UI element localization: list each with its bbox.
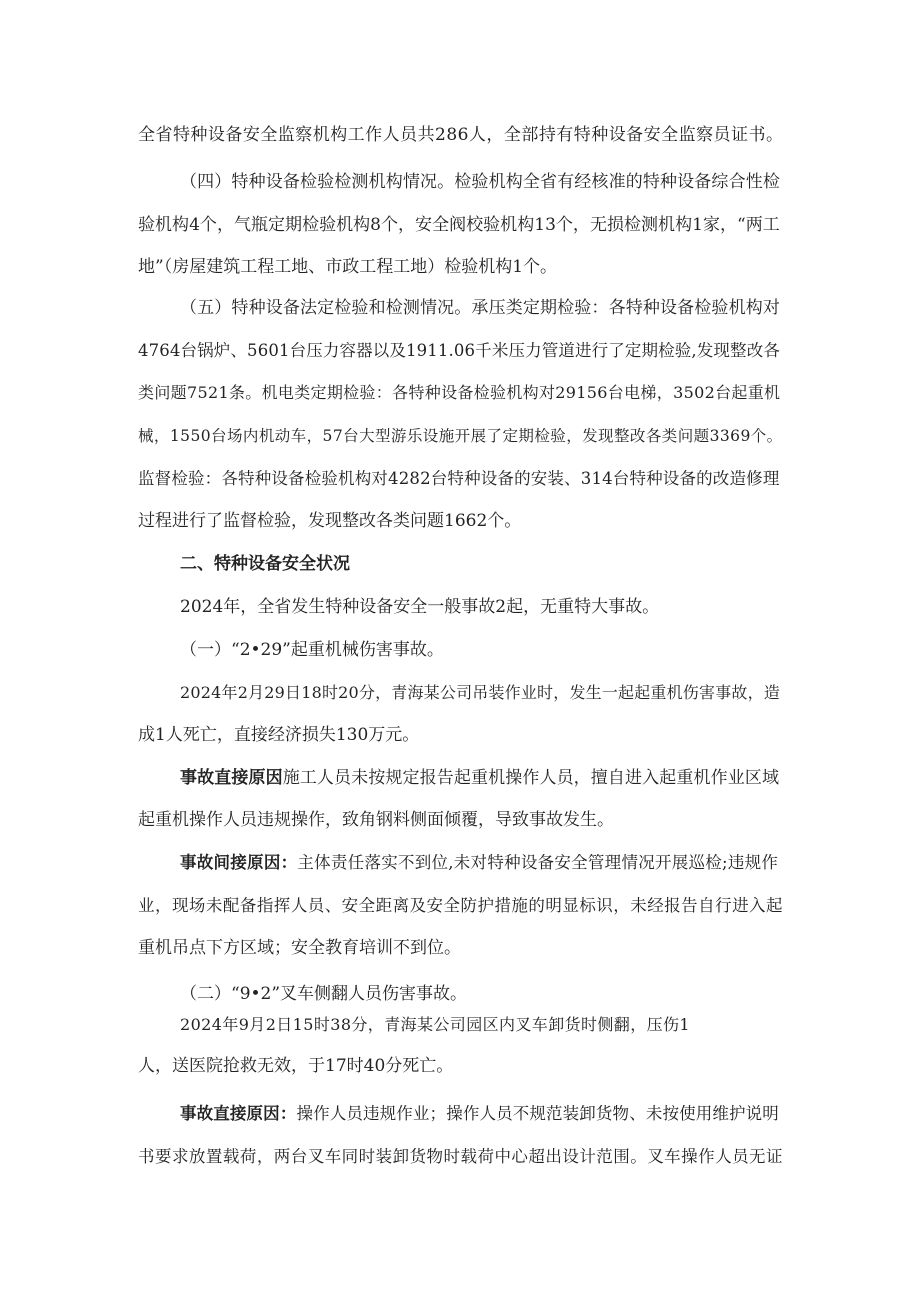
paragraph-inspection-orgs-line-2: 验机构4个，气瓶定期检验机构8个，安全阀校验机构13个，无损检测机构1家，“两工 — [138, 215, 780, 235]
accident-1-direct-cause-label: 事故直接原因 — [180, 768, 283, 788]
accident-2-desc-line-1: 2024年9月2日15时38分，青海某公司园区内叉车卸货时侧翻，压伤1 — [180, 1015, 690, 1034]
paragraph-statutory-line-5: 监督检验：各特种设备检验机构对4282台特种设备的安装、314台特种设备的改造修理 — [138, 469, 780, 488]
paragraph-statutory-line-2: 4764台锅炉、5601台压力容器以及1911.06千米压力管道进行了定期检验,发现整改各 — [138, 341, 780, 360]
paragraph-statutory-line-3: 类问题7521条。机电类定期检验：各特种设备检验机构对29156台电梯，3502台起重机 — [138, 383, 780, 402]
paragraph-inspection-orgs-line-1: （四）特种设备检验检测机构情况。检验机构全省有经核准的特种设备综合性检 — [180, 172, 780, 192]
accident-1-direct-cause-line-2: 起重机操作人员违规操作，致角钢料侧面倾覆，导致事故发生。 — [138, 810, 614, 830]
accident-1-indirect-cause-label: 事故间接原因： — [180, 853, 298, 872]
accident-1-indirect-cause-line-2: 业，现场未配备指挥人员、安全距离及安全防护措施的明显标识，未经报告自行进入起 — [138, 896, 783, 915]
accident-1-title: （一）“2•29”起重机械伤害事故。 — [180, 640, 444, 660]
accident-2-desc-line-2: 人，送医院抢救无效，于17时40分死亡。 — [138, 1056, 454, 1076]
paragraph-statutory-line-4: 械，1550台场内机动车，57台大型游乐设施开展了定期检验，发现整改各类问题3369个。 — [138, 427, 783, 445]
accident-1-desc-line-2: 成1人死亡，直接经济损失130万元。 — [138, 725, 420, 745]
accident-2-direct-cause-text: 操作人员违规作业；操作人员不规范装卸货物、未按使用维护说明 — [296, 1104, 779, 1123]
paragraph-staff-line-1: 全省特种设备安全监察机构工作人员共286人，全部持有特种设备安全监察员证书。 — [138, 125, 783, 145]
paragraph-summary: 2024年，全省发生特种设备安全一般事故2起，无重特大事故。 — [180, 597, 660, 617]
accident-2-direct-cause-line-2: 书要求放置载荷，两台叉车同时装卸货物时载荷中心超出设计范围。叉车操作人员无证 — [138, 1147, 783, 1166]
accident-1-indirect-cause-line-1 — [180, 851, 780, 875]
accident-1-direct-cause-text: 施工人员未按规定报告起重机操作人员，擅自进入起重机作业区域 — [282, 768, 780, 788]
section-heading-safety-status: 二、特种设备安全状况 — [180, 554, 350, 574]
paragraph-inspection-orgs-line-3: 地”（房屋建筑工程工地、市政工程工地）检验机构1个。 — [138, 257, 558, 277]
accident-2-title: （二）“9•2”叉车侧翻人员伤害事故。 — [180, 984, 468, 1004]
accident-1-desc-line-1: 2024年2月29日18时20分，青海某公司吊装作业时，发生一起起重机伤害事故，造 — [180, 683, 780, 702]
accident-1-indirect-cause-text: 主体责任落实不到位,未对特种设备安全管理情况开展巡检;违规作 — [297, 853, 779, 872]
accident-1-indirect-cause-line-3: 重机吊点下方区域；安全教育培训不到位。 — [138, 938, 461, 958]
paragraph-statutory-line-6: 过程进行了监督检验，发现整改各类问题1662个。 — [138, 511, 522, 531]
accident-2-direct-cause-label: 事故直接原因： — [180, 1104, 297, 1123]
accident-2-direct-cause-line-1 — [180, 1102, 780, 1126]
accident-1-direct-cause-line-1 — [180, 766, 780, 790]
paragraph-statutory-line-1: （五）特种设备法定检验和检测情况。承压类定期检验：各特种设备检验机构对 — [180, 298, 780, 318]
